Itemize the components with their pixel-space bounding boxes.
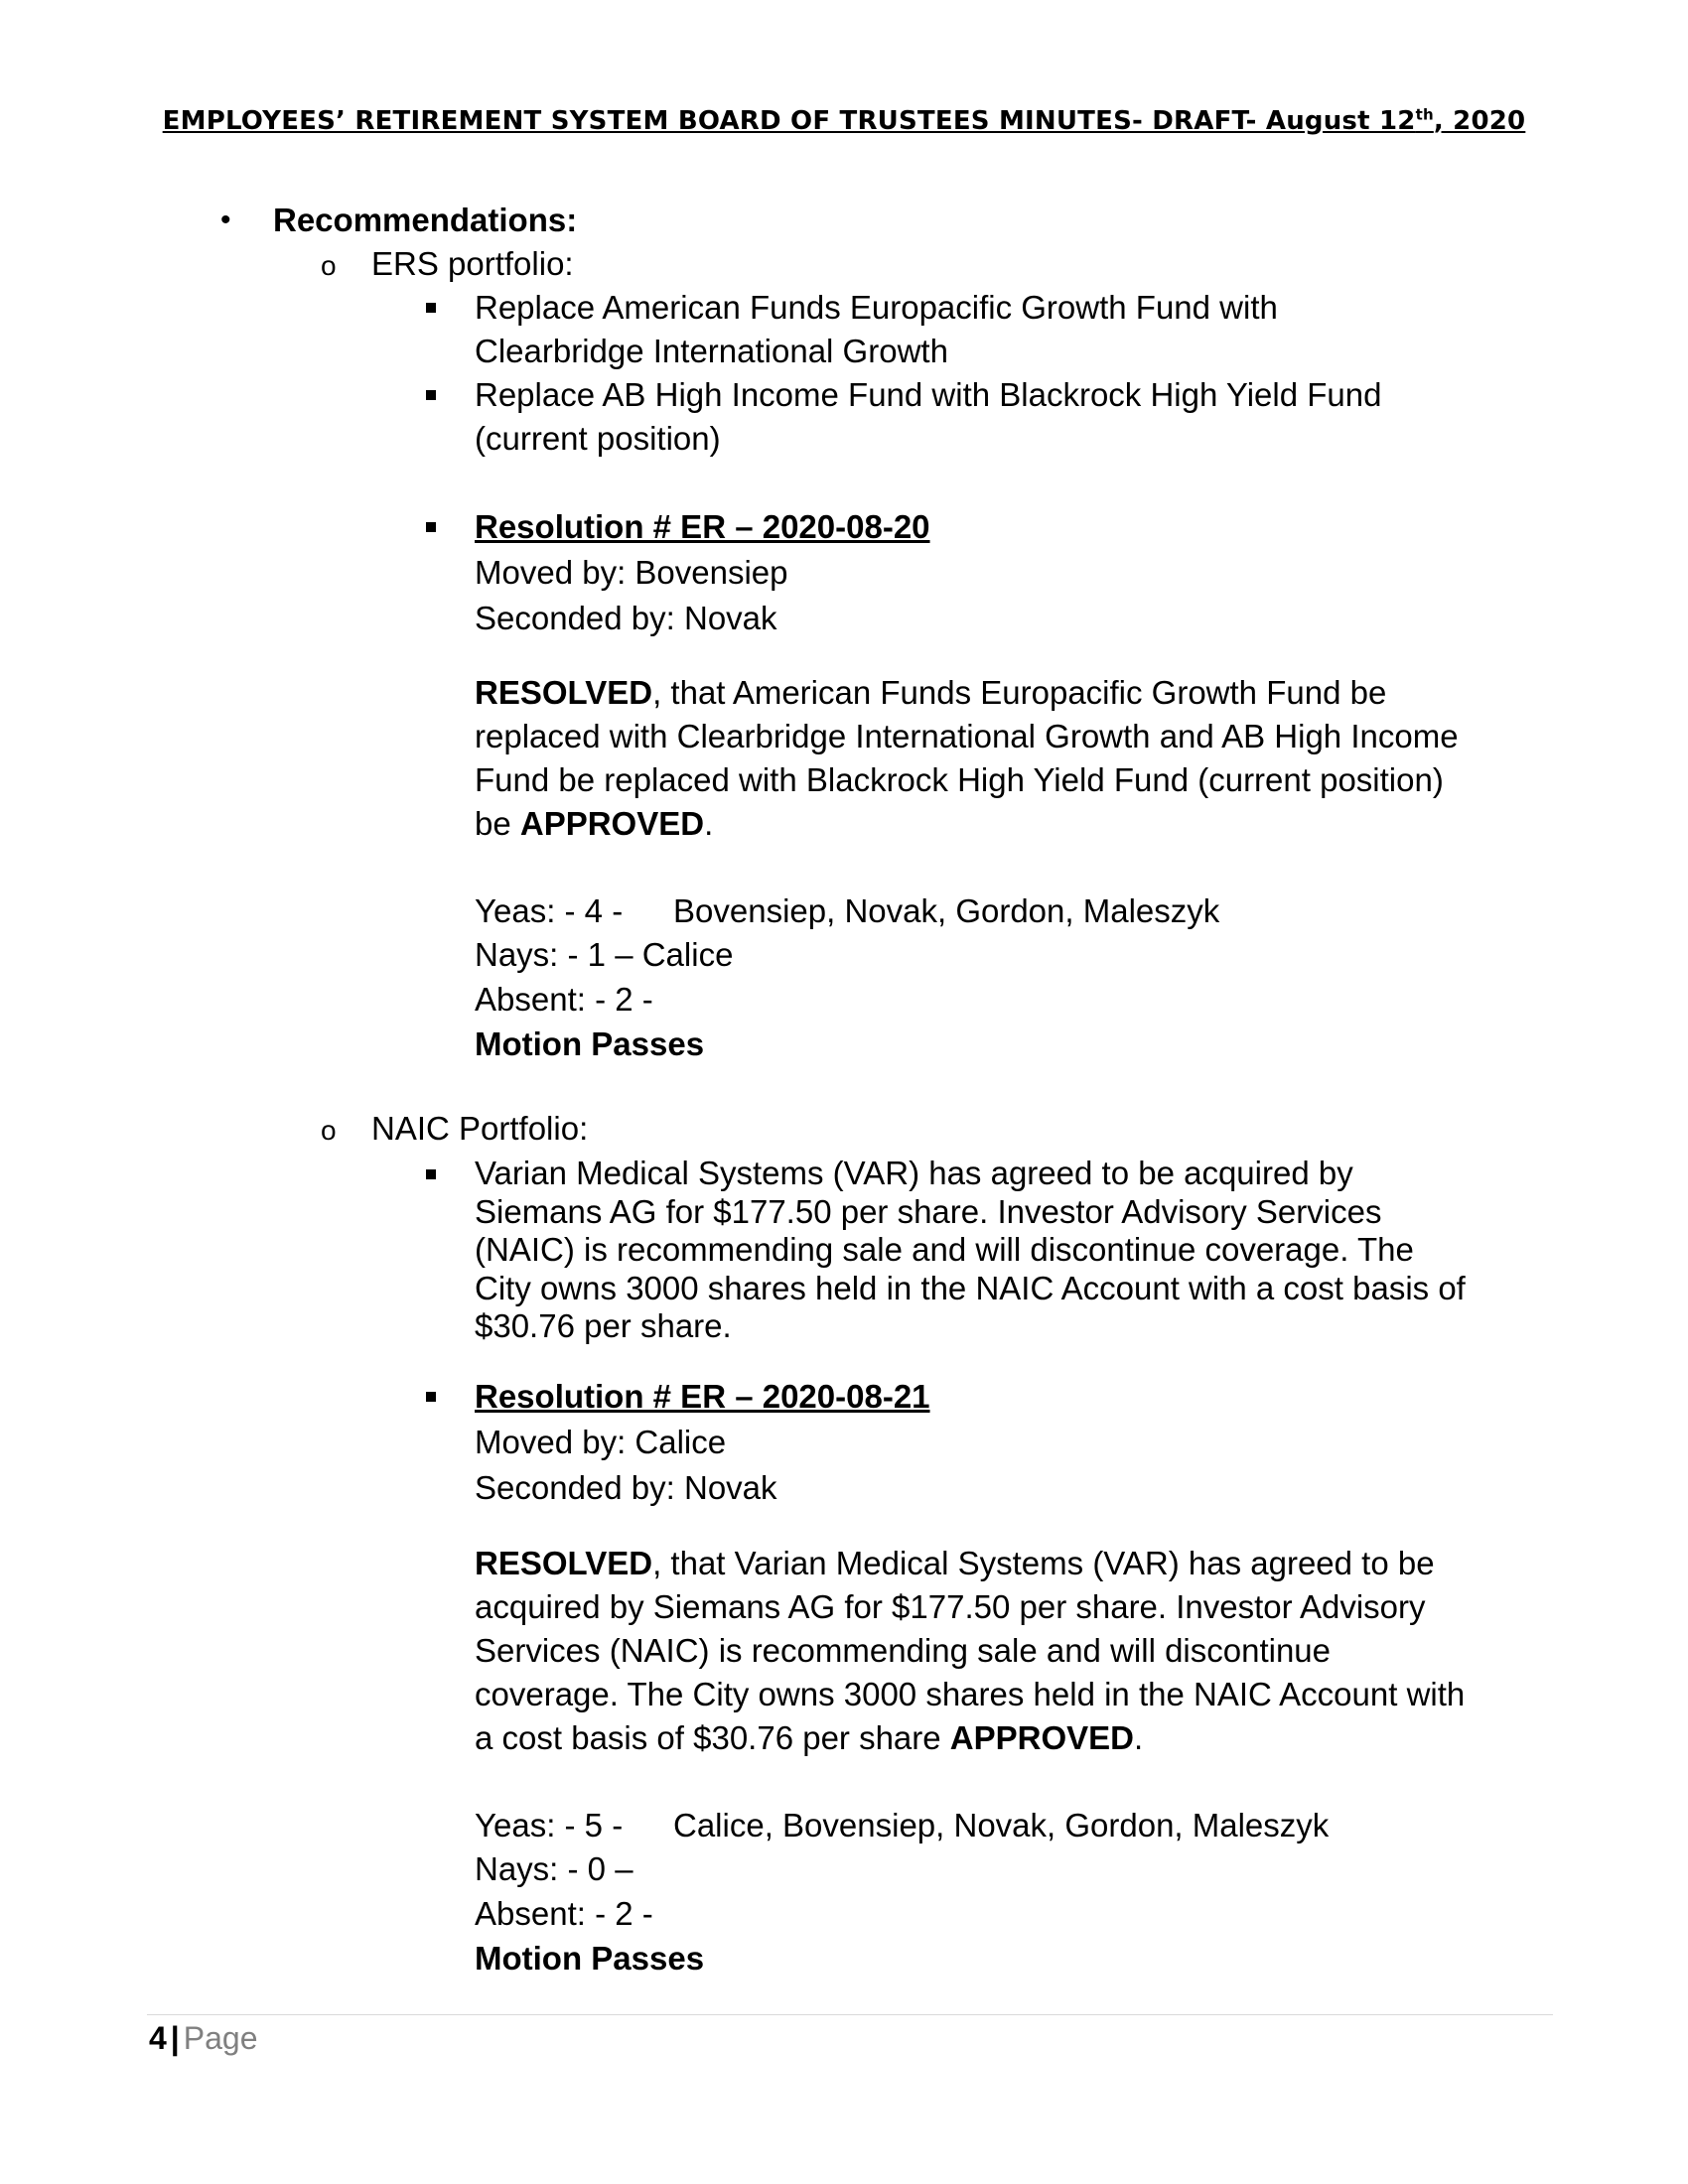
ers-item-1-line-1: Replace American Funds Europacific Growth Fund with xyxy=(475,289,1278,326)
square-bullet xyxy=(426,1392,436,1402)
resolved-line-4: coverage. The City owns 3000 shares held in the NAIC Account with xyxy=(475,1676,1466,1712)
moved-by: Moved by: Calice xyxy=(475,1424,727,1460)
ers-portfolio-label: ERS portfolio: xyxy=(371,245,574,282)
moved-by: Moved by: Bovensiep xyxy=(475,554,788,591)
ers-item-2-line-2: (current position) xyxy=(475,420,721,457)
naic-portfolio-label: NAIC Portfolio: xyxy=(371,1110,589,1147)
yeas-label: Yeas: - 5 - xyxy=(475,1807,624,1843)
footer-divider xyxy=(147,2014,1553,2015)
ers-item-1-line-2: Clearbridge International Growth xyxy=(475,333,948,369)
recommendations-heading: Recommendations: xyxy=(273,202,578,238)
nays: Nays: - 1 – Calice xyxy=(475,936,734,973)
square-bullet xyxy=(426,522,436,532)
resolution-title: Resolution # ER – 2020-08-21 xyxy=(475,1378,930,1415)
page-label: Page xyxy=(183,2020,258,2056)
yeas-label: Yeas: - 4 - xyxy=(475,892,624,929)
footer-separator: | xyxy=(170,2020,180,2056)
yeas-names: Calice, Bovensiep, Novak, Gordon, Maleszyk xyxy=(673,1807,1330,1843)
square-bullet xyxy=(426,303,436,313)
header-title: EMPLOYEES’ RETIREMENT SYSTEM BOARD OF TRUSTEES MINUTES- DRAFT- August 12th, 2020 xyxy=(162,105,1526,136)
page-footer xyxy=(149,2015,257,2061)
naic-item-paragraph: Varian Medical Systems (VAR) has agreed to be acquired by Siemans AG for $177.50 per share. Investor Advisory Services (NAIC) is recommending sale and will discontinue coverage. The City owns 3000 shares held in the NAIC Account with a cost basis of $30.76 per share. xyxy=(475,1155,1466,1344)
resolved-line-1: RESOLVED, that Varian Medical Systems (VAR) has agreed to be xyxy=(475,1545,1435,1581)
motion-outcome: Motion Passes xyxy=(475,1940,705,1977)
seconded-by: Seconded by: Novak xyxy=(475,1469,777,1506)
resolved-line-5: a cost basis of $30.76 per share APPROVED. xyxy=(475,1719,1144,1756)
square-bullet xyxy=(426,390,436,400)
absent: Absent: - 2 - xyxy=(475,1895,653,1932)
square-bullet xyxy=(426,1169,436,1179)
document-header xyxy=(0,105,1688,136)
resolved-line-2: acquired by Siemans AG for $177.50 per share. Investor Advisory xyxy=(475,1588,1426,1625)
resolved-line-2: replaced with Clearbridge International Growth and AB High Income xyxy=(475,718,1459,754)
resolved-line-3: Services (NAIC) is recommending sale and will discontinue xyxy=(475,1632,1332,1669)
naic-marker: o xyxy=(321,1115,337,1146)
resolved-line-3: Fund be replaced with Blackrock High Yield Fund (current position) xyxy=(475,761,1444,798)
yeas-names: Bovensiep, Novak, Gordon, Maleszyk xyxy=(673,892,1220,929)
resolved-line-4: be APPROVED. xyxy=(475,805,714,842)
resolved-line-1: RESOLVED, that American Funds Europacific Growth Fund be xyxy=(475,674,1387,711)
motion-outcome: Motion Passes xyxy=(475,1025,705,1062)
bullet-dot: • xyxy=(220,204,231,236)
page-number: 4 xyxy=(149,2020,167,2056)
seconded-by: Seconded by: Novak xyxy=(475,600,777,636)
nays: Nays: - 0 – xyxy=(475,1850,633,1887)
absent: Absent: - 2 - xyxy=(475,981,653,1018)
ers-marker: o xyxy=(321,250,337,281)
ers-item-2-line-1: Replace AB High Income Fund with Blackrock High Yield Fund xyxy=(475,376,1382,413)
resolution-title: Resolution # ER – 2020-08-20 xyxy=(475,508,930,545)
